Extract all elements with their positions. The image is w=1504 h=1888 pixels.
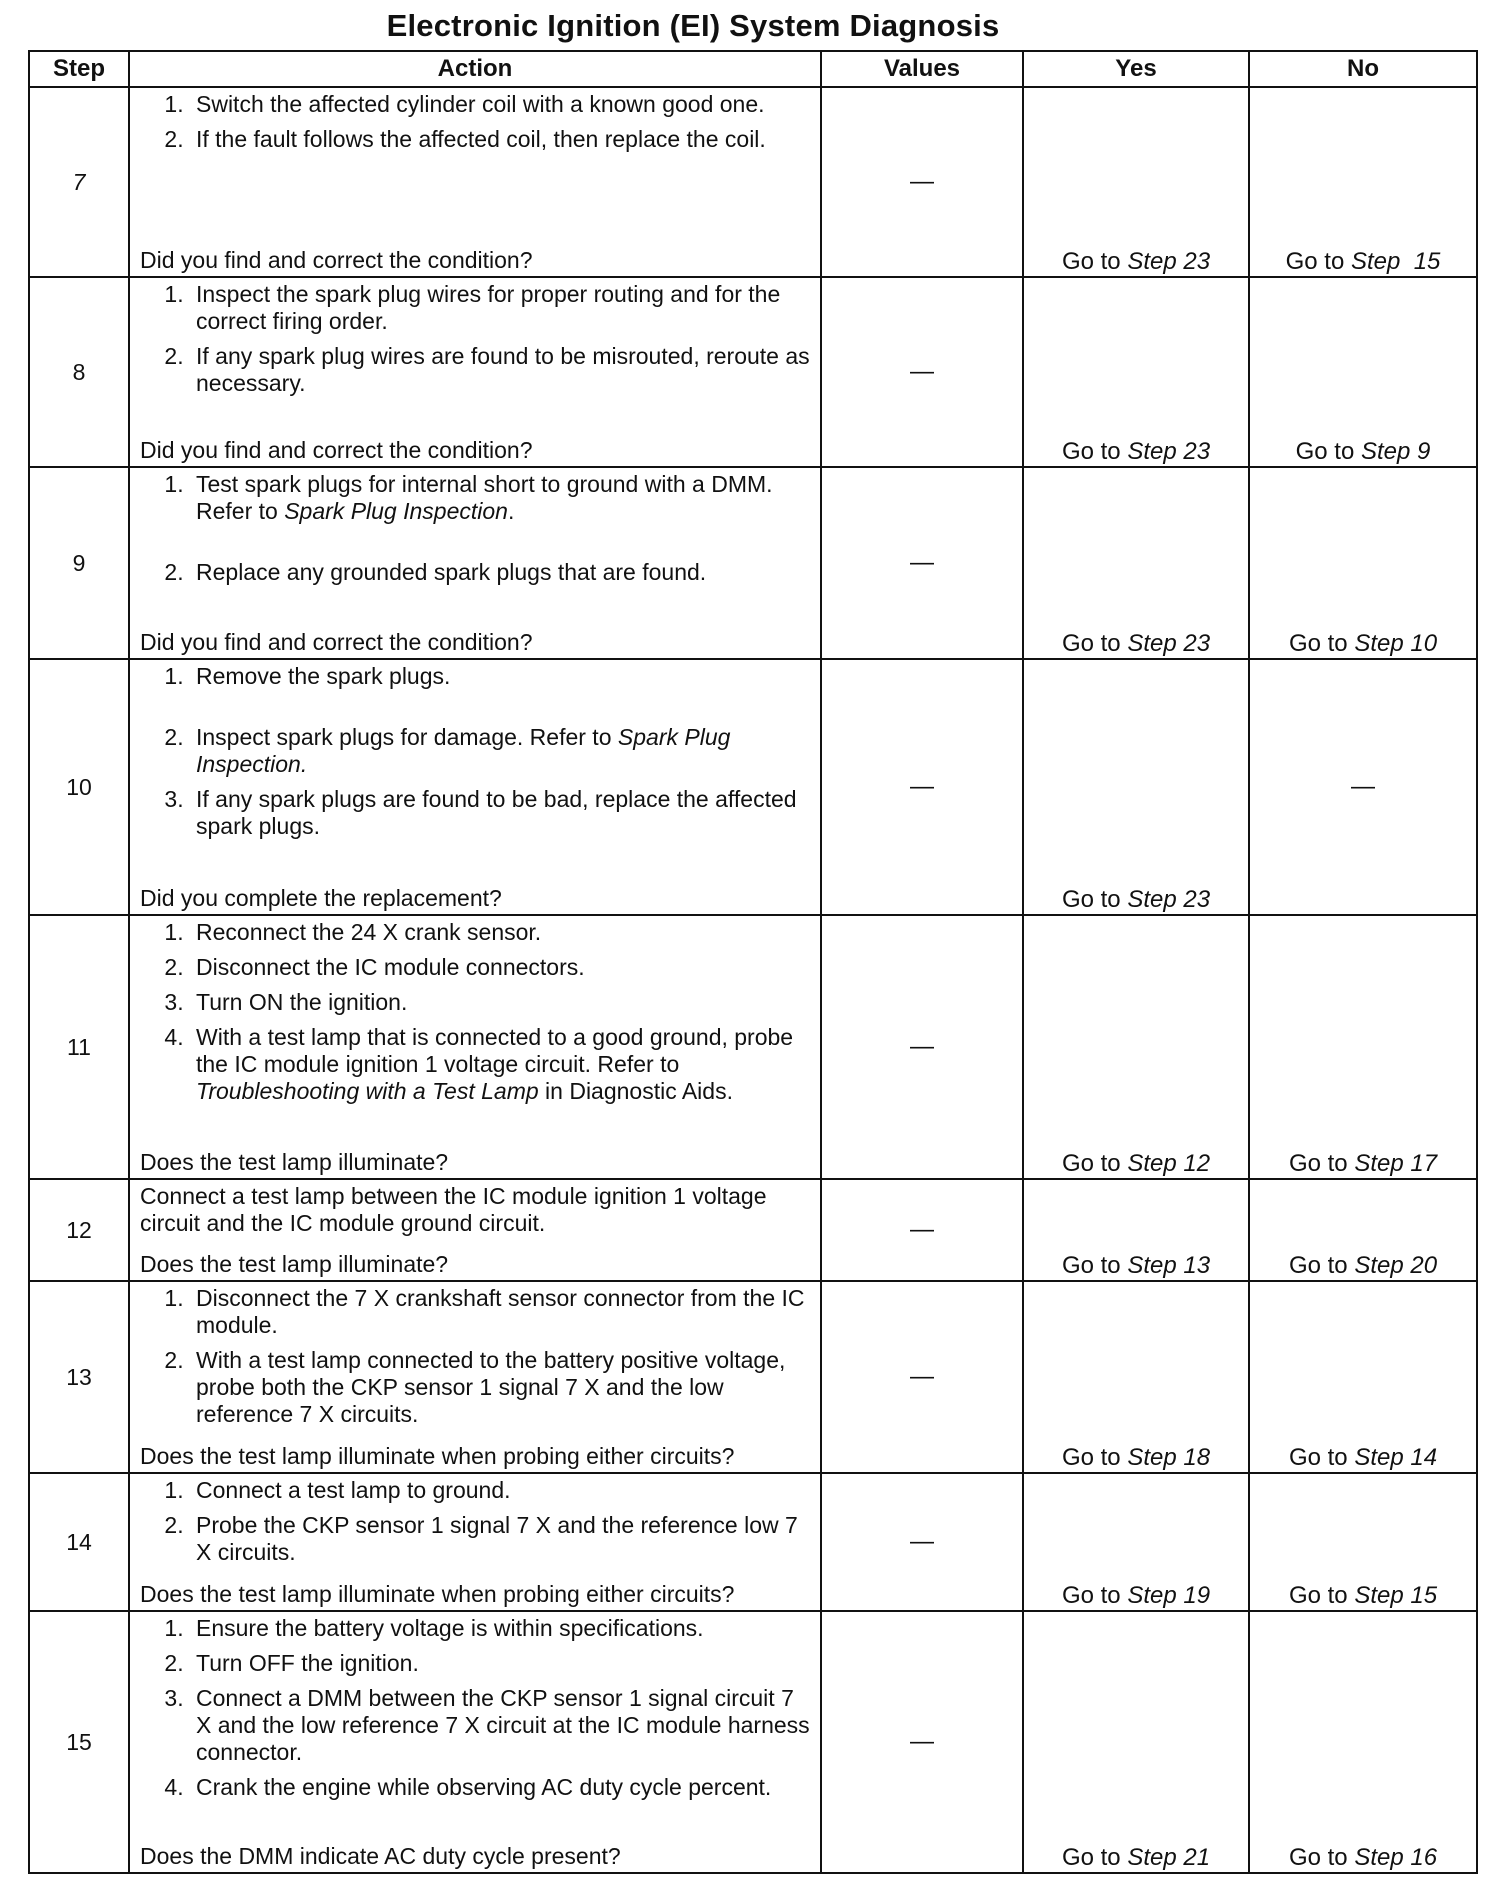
values-cell: — <box>821 659 1023 915</box>
action-item: 1. Reconnect the 24 X crank sensor. <box>190 919 810 946</box>
action-item: 1. Disconnect the 7 X crankshaft sensor connector from the IC module. <box>190 1285 810 1339</box>
action-cell <box>129 1179 821 1281</box>
no-cell: Go to Step 17 <box>1249 915 1477 1179</box>
column-header-values: Values <box>821 51 1023 87</box>
no-cell: Go to Step 15 <box>1249 1473 1477 1611</box>
table-header-row <box>29 51 1477 87</box>
no-cell: Go to Step 14 <box>1249 1281 1477 1473</box>
table-row <box>29 915 1477 1179</box>
step-number: 15 <box>29 1611 129 1873</box>
column-header-step: Step <box>29 51 129 87</box>
step-number: 7 <box>29 87 129 277</box>
action-item: 1. Switch the affected cylinder coil with a known good one. <box>190 91 810 118</box>
action-question: Does the test lamp illuminate when probing either circuits? <box>140 1443 735 1469</box>
action-item: 1. Inspect the spark plug wires for proper routing and for the correct firing order. <box>190 281 810 335</box>
action-cell <box>129 277 821 467</box>
action-item: 2. If the fault follows the affected coil, then replace the coil. <box>190 126 810 153</box>
column-header-yes: Yes <box>1023 51 1249 87</box>
action-item: 1. Ensure the battery voltage is within specifications. <box>190 1615 810 1642</box>
action-question: Does the test lamp illuminate? <box>140 1149 449 1175</box>
step-number: 8 <box>29 277 129 467</box>
action-question: Does the test lamp illuminate? <box>140 1251 449 1277</box>
table-row <box>29 87 1477 277</box>
step-number: 11 <box>29 915 129 1179</box>
action-item: 2. With a test lamp connected to the battery positive voltage, probe both the CKP sensor 1 signal 7 X and the low reference 7 X circuits. <box>190 1347 810 1428</box>
action-item: 1. Test spark plugs for internal short to ground with a DMM. Refer to Spark Plug Inspection. <box>190 471 810 525</box>
values-cell: — <box>821 1281 1023 1473</box>
action-list <box>140 1477 810 1568</box>
values-cell: — <box>821 87 1023 277</box>
table-row <box>29 659 1477 915</box>
action-cell <box>129 915 821 1179</box>
action-item: 2. Disconnect the IC module connectors. <box>190 954 810 981</box>
action-item: 2. Replace any grounded spark plugs that are found. <box>190 559 810 586</box>
yes-cell: Go to Step 23 <box>1023 87 1249 277</box>
action-cell <box>129 87 821 277</box>
values-cell: — <box>821 1473 1023 1611</box>
values-cell: — <box>821 277 1023 467</box>
action-item: 2. Probe the CKP sensor 1 signal 7 X and the reference low 7 X circuits. <box>190 1512 810 1566</box>
action-item: 1. Connect a test lamp to ground. <box>190 1477 810 1504</box>
step-number: 14 <box>29 1473 129 1611</box>
action-question: Did you find and correct the condition? <box>140 437 533 463</box>
yes-cell: Go to Step 12 <box>1023 915 1249 1179</box>
step-number: 13 <box>29 1281 129 1473</box>
action-item: 2. Turn OFF the ignition. <box>190 1650 810 1677</box>
action-question: Did you find and correct the condition? <box>140 247 533 273</box>
table-row <box>29 1281 1477 1473</box>
document-title: Electronic Ignition (EI) System Diagnosis <box>386 8 1000 43</box>
yes-cell: Go to Step 18 <box>1023 1281 1249 1473</box>
action-list <box>140 1285 810 1430</box>
values-cell: — <box>821 467 1023 659</box>
values-cell: — <box>821 915 1023 1179</box>
diagnosis-table <box>28 50 1478 1874</box>
yes-cell: Go to Step 23 <box>1023 277 1249 467</box>
values-cell: — <box>821 1179 1023 1281</box>
table-row <box>29 1179 1477 1281</box>
action-list <box>140 281 810 405</box>
no-cell: Go to Step 15 <box>1249 87 1477 277</box>
action-cell <box>129 1611 821 1873</box>
table-row <box>29 1611 1477 1873</box>
table-row <box>29 1473 1477 1611</box>
table-row <box>29 277 1477 467</box>
no-cell: — <box>1249 659 1477 915</box>
action-cell <box>129 467 821 659</box>
yes-cell: Go to Step 13 <box>1023 1179 1249 1281</box>
step-number: 9 <box>29 467 129 659</box>
action-question: Did you find and correct the condition? <box>140 629 533 655</box>
action-cell <box>129 1281 821 1473</box>
action-item: 3. If any spark plugs are found to be bad, replace the affected spark plugs. <box>190 786 810 840</box>
yes-cell: Go to Step 23 <box>1023 467 1249 659</box>
action-item: 4. With a test lamp that is connected to a good ground, probe the IC module ignition 1 voltage circuit. Refer to Troubleshooting with a Test Lamp in Diagnostic Aids. <box>190 1024 810 1105</box>
action-item: 2. If any spark plug wires are found to be misrouted, reroute as necessary. <box>190 343 810 397</box>
action-list <box>140 663 810 848</box>
action-question: Does the test lamp illuminate when probing either circuits? <box>140 1581 735 1607</box>
no-cell: Go to Step 9 <box>1249 277 1477 467</box>
yes-cell: Go to Step 21 <box>1023 1611 1249 1873</box>
action-list <box>140 919 810 1107</box>
action-item: 3. Connect a DMM between the CKP sensor 1 signal circuit 7 X and the low reference 7 X circuit at the IC module harness connector. <box>190 1685 810 1766</box>
column-header-no: No <box>1249 51 1477 87</box>
no-cell: Go to Step 20 <box>1249 1179 1477 1281</box>
action-question: Did you complete the replacement? <box>140 885 502 911</box>
action-item: 2. Inspect spark plugs for damage. Refer to Spark Plug Inspection. <box>190 724 810 778</box>
action-list <box>140 1615 810 1803</box>
action-cell <box>129 659 821 915</box>
action-list <box>140 471 810 594</box>
values-cell: — <box>821 1611 1023 1873</box>
table-row <box>29 467 1477 659</box>
no-cell: Go to Step 16 <box>1249 1611 1477 1873</box>
yes-cell: Go to Step 23 <box>1023 659 1249 915</box>
action-cell <box>129 1473 821 1611</box>
action-list <box>140 91 810 161</box>
action-item: 3. Turn ON the ignition. <box>190 989 810 1016</box>
column-header-action: Action <box>129 51 821 87</box>
action-text: Connect a test lamp between the IC module ignition 1 voltage circuit and the IC module ground circuit. <box>140 1183 767 1236</box>
step-number: 10 <box>29 659 129 915</box>
no-cell: Go to Step 10 <box>1249 467 1477 659</box>
action-question: Does the DMM indicate AC duty cycle present? <box>140 1843 621 1869</box>
yes-cell: Go to Step 19 <box>1023 1473 1249 1611</box>
step-number: 12 <box>29 1179 129 1281</box>
action-item: 1. Remove the spark plugs. <box>190 663 810 690</box>
action-item: 4. Crank the engine while observing AC duty cycle percent. <box>190 1774 810 1801</box>
